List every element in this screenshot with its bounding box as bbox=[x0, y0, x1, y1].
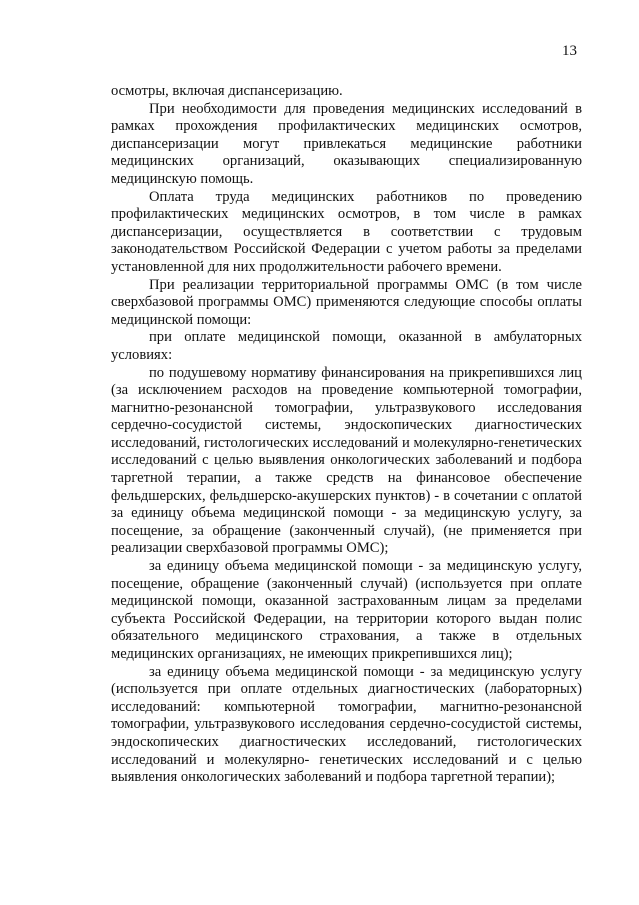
paragraph-medical-research: При необходимости для проведения медицинских исследований в рамках прохождения профилактических медицинских осмотров, диспансеризации могут привлекаться медицинские работники медицинских организаций, оказывающих специализированную медицинскую помощь. bbox=[111, 100, 582, 187]
paragraph-payment-methods-intro: При реализации территориальной программы ОМС (в том числе сверхбазовой программы ОМС) применяются следующие способы оплаты медицинской помощи: bbox=[111, 276, 582, 328]
paragraph-unit-of-volume-service: за единицу объема медицинской помощи - за медицинскую услугу (используется при оплате отдельных диагностических (лабораторных) исследований: компьютерной томографии, магнитно-резонансной томографии, ультразвукового исследования сердечно-сосудистой системы, эндоскопических диагностических исследований, гистологических исследований и молекулярно- генетических исследований и с целью выявления онкологических заболеваний и подбора таргетной терапии); bbox=[111, 663, 582, 786]
document-body bbox=[111, 83, 582, 787]
page-number: 13 bbox=[562, 43, 577, 59]
paragraph-continuation: осмотры, включая диспансеризацию. bbox=[111, 83, 343, 99]
paragraph-per-capita-standard: по подушевому нормативу финансирования на прикрепившихся лиц (за исключением расходов на проведение компьютерной томографии, магнитно-резонансной томографии, ультразвукового исследования сердечно-сосудистой системы, эндоскопических диагностических исследований, гистологических исследований и молекулярно-генетических исследований с целью выявления онкологических заболеваний и подбора таргетной терапии, а также средств на финансовое обеспечение фельдшерских, фельдшерско-акушерских пунктов) - в сочетании с оплатой за единицу объема медицинской помощи - за медицинскую услугу, за посещение, за обращение (законченный случай), (не применяется при реализации сверхбазовой программы ОМС); bbox=[111, 364, 582, 557]
paragraph-labor-payment: Оплата труда медицинских работников по проведению профилактических медицинских осмотров, в том числе в рамках диспансеризации, осуществляется в соответствии с трудовым законодательством Российской Федерации с учетом работы за пределами установленной для них продолжительности рабочего времени. bbox=[111, 188, 582, 275]
paragraph-unit-of-volume-visit: за единицу объема медицинской помощи - за медицинскую услугу, посещение, обращение (законченный случай) (используется при оплате медицинской помощи, оказанной застрахованным лицам за пределами субъекта Российской Федерации, на территории которого выдан полис обязательного медицинского страхования, а также в отдельных медицинских организациях, не имеющих прикрепившихся лиц); bbox=[111, 558, 582, 662]
paragraph-outpatient-conditions: при оплате медицинской помощи, оказанной в амбулаторных условиях: bbox=[111, 329, 582, 363]
